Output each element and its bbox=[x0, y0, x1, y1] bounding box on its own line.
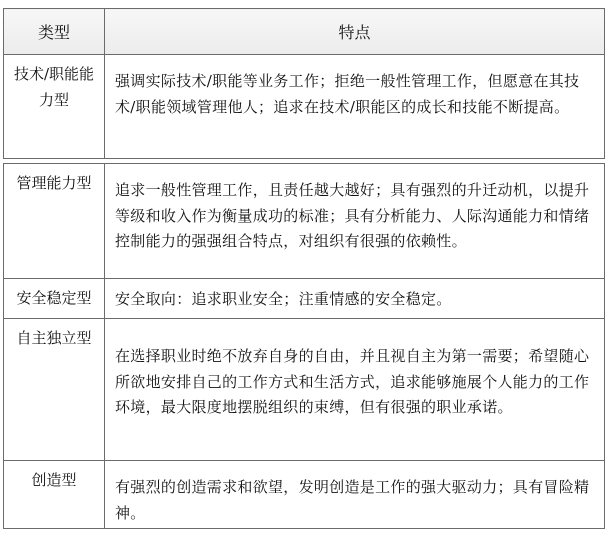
row-feature-technical: 强调实际技术/职能等业务工作；拒绝一般性管理工作，但愿意在其技术/职能领域管理他人；追求在技术/职能区的成长和技能不断提高。 bbox=[105, 55, 605, 159]
career-anchor-table bbox=[3, 8, 605, 529]
row-type-autonomy: 自主独立型 bbox=[4, 319, 105, 461]
table-header-row bbox=[4, 9, 605, 55]
row-type-technical: 技术/职能能力型 bbox=[4, 55, 105, 159]
row-feature-management: 追求一般性管理工作，且责任越大越好；具有强烈的升迁动机，以提升等级和收入作为衡量成功的标准；具有分析能力、人际沟通能力和情绪控制能力的强强组合特点，对组织有很强的依赖性。 bbox=[105, 164, 605, 279]
row-feature-autonomy: 在选择职业时绝不放弃自身的自由，并且视自主为第一需要；希望随心所欲地安排自己的工作方式和生活方式，追求能够施展个人能力的工作环境，最大限度地摆脱组织的束缚，但有很强的职业承诺。 bbox=[105, 319, 605, 461]
header-feature: 特点 bbox=[105, 9, 605, 55]
row-type-management: 管理能力型 bbox=[4, 164, 105, 279]
row-type-security: 安全稳定型 bbox=[4, 279, 105, 319]
table-row bbox=[4, 461, 605, 529]
row-feature-security: 安全取向：追求职业安全；注重情感的安全稳定。 bbox=[105, 279, 605, 319]
header-type: 类型 bbox=[4, 9, 105, 55]
table-row bbox=[4, 164, 605, 279]
table-row bbox=[4, 279, 605, 319]
table-row bbox=[4, 55, 605, 159]
row-feature-creativity: 有强烈的创造需求和欲望，发明创造是工作的强大驱动力；具有冒险精神。 bbox=[105, 461, 605, 529]
table-row bbox=[4, 319, 605, 461]
row-type-creativity: 创造型 bbox=[4, 461, 105, 529]
